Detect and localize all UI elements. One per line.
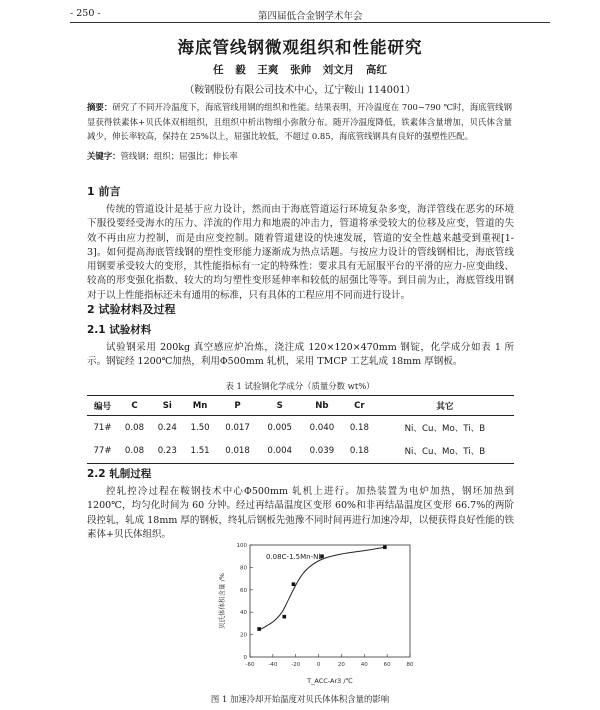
col-header: S [259, 396, 301, 416]
materials-paragraph: 试验钢采用 200kg 真空感应炉冶炼，浇注成 120×120×470mm 钢锭，化学成分如表 1 所示。钢锭经 1200℃加热，利用Φ500mm 轧机，采用 TMCP 工艺轧成 18mm 厚钢板。 [87, 342, 514, 368]
affiliation: （鞍钢股份有限公司技术中心，辽宁鞍山 114001） [184, 85, 416, 96]
y-axis-label: 贝氏体体积含量 /% [218, 573, 226, 629]
table-cell: 0.040 [309, 422, 335, 433]
table-cell: Ni、Cu、Mo、Ti、B [376, 440, 514, 464]
table-cell: 0.23 [151, 440, 184, 464]
keywords-text: 管线钢；组织；屈强比；伸长率 [120, 151, 238, 161]
bainite-content-chart [210, 537, 420, 687]
y-tick-label: 40 [240, 610, 247, 617]
table-cell: 0.017 [225, 422, 250, 433]
table-row [87, 416, 514, 440]
y-tick-label: 100 [236, 543, 247, 549]
col-header: Si [151, 396, 184, 416]
y-tick-label: 60 [240, 587, 247, 594]
x-tick-label: 40 [360, 662, 368, 668]
y-tick-label: 80 [240, 565, 247, 572]
subsection-heading-rolling: 2.2 轧制过程 [87, 468, 152, 480]
col-header: P [216, 396, 258, 416]
x-tick-label: 60 [383, 662, 391, 668]
abstract-label: 摘要： [87, 102, 113, 112]
author-list: 任 毅 王爽 张帅 刘文月 高红 [213, 64, 387, 76]
table-cell: 1.51 [184, 440, 217, 464]
table-header-row [87, 396, 514, 416]
plot-frame [250, 545, 410, 657]
table-caption: 表 1 试验钢化学成分（质量分数 wt%） [225, 381, 375, 391]
section-heading-materials: 2 试验材料及过程 [87, 303, 176, 316]
col-header: C [118, 396, 151, 416]
table-cell: 0.005 [267, 422, 293, 433]
table-cell: 77# [87, 440, 118, 464]
data-point [383, 545, 387, 549]
table-cell: 71# [93, 422, 112, 433]
data-point [282, 615, 286, 619]
table-cell: 0.08 [118, 440, 151, 464]
keywords-label: 关键字： [87, 151, 121, 161]
table-row [87, 440, 514, 464]
x-tick-label: 80 [406, 662, 414, 668]
page-number: - 250 - [70, 8, 101, 19]
table-cell: 0.18 [343, 440, 376, 464]
col-header: 编号 [87, 396, 118, 416]
table-cell: 0.08 [124, 422, 145, 433]
y-tick-label: 0 [243, 655, 247, 661]
x-tick-label: -20 [291, 662, 301, 668]
page-header [70, 6, 550, 23]
abstract-text: 研究了不同开冷温度下，海底管线用钢的组织和性能。结果表明，开冷温度在 700~790 ℃时，海底管线钢显获得铁素体+贝氏体双相组织，且组织中析出物细小弥散分布。随开冷温度降低，铁素体含量增加，贝氏体含量减少，伸长率较高，保持在 25%以上，屈强比较低，不超过 0.85，海底管线钢具有良好的强塑性匹配。 [87, 102, 512, 141]
keywords [87, 150, 512, 162]
col-header: 其它 [376, 396, 514, 416]
subsection-heading-materials: 2.1 试验材料 [87, 324, 152, 336]
figure-caption: 图 1 加速冷却开始温度对贝氏体体积含量的影响 [210, 694, 390, 704]
x-axis-label: T_ACC-Ar3 /℃ [307, 677, 353, 685]
table-cell: 1.50 [190, 422, 210, 433]
conference-name: 第四届低合金钢学术年会 [258, 11, 363, 22]
legend-label: 0.08C-1.5Mn-Nb [266, 553, 323, 561]
composition-table [87, 395, 514, 464]
intro-paragraph: 传统的管道设计是基于应力设计，然而由于海底管道运行环境复杂多变，海洋管线在恶劣的环境下服役要经受海水的压力、洋流的作用力和地震的冲击力，管道将承受较大的位移及应变，管道的失效不再由应力控制，而是由应变控制。随着管道建设的快速发展，管道的安全性越来越受到重视[1-3]。如何提高海底管线钢的塑性变形能力逐渐成为热点话题。与按应力设计的管线钢相比，海底管线用钢要承受较大的变形，其性能指标有一定的特殊性：要求具有无屈服平台的平滑的应力-应变曲线、较高的形变强化指数、较大的均匀塑性变形延伸率和较低的屈强比等等。到目前为止，海底管线用钢对于以上性能指标还未有通用的标准，只有具体的工程应用不同而进行设计。 [87, 204, 514, 301]
table-cell: 0.039 [301, 440, 343, 464]
abstract [87, 100, 512, 144]
data-point [292, 582, 296, 586]
x-tick-label: 20 [337, 662, 345, 668]
x-tick-label: -60 [245, 662, 255, 668]
table-cell: 0.018 [216, 440, 258, 464]
x-tick-label: 0 [316, 662, 321, 668]
table-cell: 0.18 [349, 422, 369, 433]
table-cell: 0.24 [157, 422, 177, 433]
col-header: Mn [184, 396, 217, 416]
data-point [257, 627, 261, 631]
y-tick-label: 20 [240, 632, 247, 639]
col-header: Cr [343, 396, 376, 416]
rolling-paragraph: 控轧控冷过程在鞍钢技术中心Φ500mm 轧机上进行。加热装置为电炉加热，钢坯加热到 1200℃，均匀化时间为 60 分钟。经过再结晶温度区变形 60%和非再结晶温度区变形 66.7%的两阶段控轧，轧成 18mm 厚的钢板，终轧后钢板先弛豫不同时间再进行加速冷却，以便获得良好性能的铁素体+贝氏体组织。 [87, 486, 514, 540]
table-cell: 0.004 [259, 440, 301, 464]
x-tick-label: -40 [268, 662, 278, 668]
section-heading-intro: 1 前言 [87, 185, 121, 198]
col-header: Nb [301, 396, 343, 416]
table-cell: Ni、Cu、Mo、Ti、B [404, 423, 486, 434]
paper-title: 海底管线钢微观组织和性能研究 [177, 38, 423, 57]
